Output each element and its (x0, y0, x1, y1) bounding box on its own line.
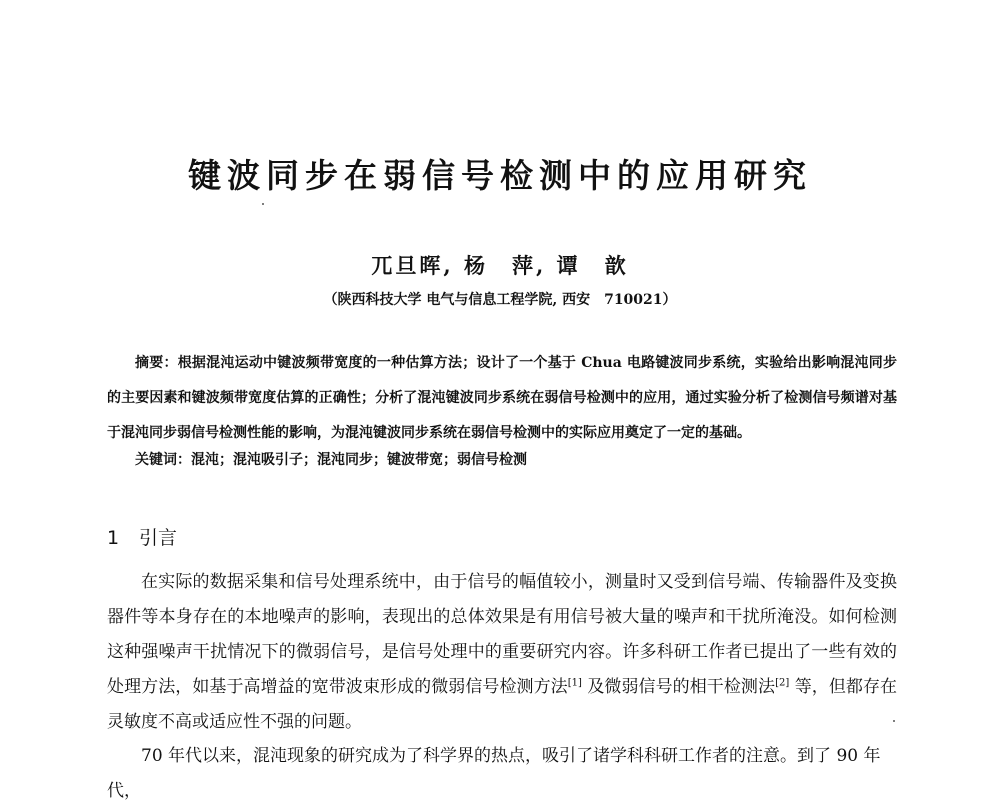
scan-speck (893, 720, 895, 722)
keywords-label: 关键词： (135, 452, 191, 468)
section-heading (107, 523, 177, 550)
abstract (107, 346, 897, 451)
section-number: 1 (107, 527, 120, 549)
author-list: 兀旦晖, 杨 萍, 谭 歆 (371, 253, 629, 278)
paper-title: 键波同步在弱信号检测中的应用研究 (188, 156, 812, 195)
paragraph-text: 在实际的数据采集和信号处理系统中，由于信号的幅值较小，测量时又受到信号端、传输器件及变换器件等本身存在的本地噪声的影响，表现出的总体效果是有用信号被大量的噪声和干扰所淹没。如何检测这种强噪声干扰情况下的微弱信号，是信号处理中的重要研究内容。许多科研工作者已提出了一些有效的处理方法，如基于高增益的宽带波束形成的微弱信号检测方法 (107, 572, 897, 697)
paragraph-text: 及微弱信号的相干检测法 (581, 677, 776, 697)
abstract-label: 摘要： (135, 355, 178, 371)
body-paragraph: 70 年代以来，混沌现象的研究成为了科学界的热点，吸引了诸学科科研工作者的注意。到了 90 年代， (107, 746, 881, 801)
abstract-text: 根据混沌运动中键波频带宽度的一种估算方法；设计了一个基于 Chua 电路键波同步系统，实验给出影响混沌同步的主要因素和键波频带宽度估算的正确性；分析了混沌键波同步系统在弱信号检测中的应用，通过实验分析了检测信号频谱对基于混沌同步弱信号检测性能的影响，为混沌键波同步系统在弱信号检测中的实际应用奠定了一定的基础。 (107, 355, 897, 441)
citation-ref: [2] (775, 677, 790, 689)
scan-speck (262, 203, 264, 205)
paragraph-text: 等，但都存在灵敏度不高或适应性不强的问题。 (107, 677, 898, 732)
keywords (135, 449, 527, 469)
keywords-text: 混沌；混沌吸引子；混沌同步；键波带宽；弱信号检测 (191, 452, 527, 468)
body-paragraph (107, 565, 897, 740)
section-title: 引言 (139, 527, 178, 549)
author-affiliation: （陕西科技大学 电气与信息工程学院, 西安 710021） (323, 292, 677, 308)
citation-ref: [1] (567, 677, 582, 689)
